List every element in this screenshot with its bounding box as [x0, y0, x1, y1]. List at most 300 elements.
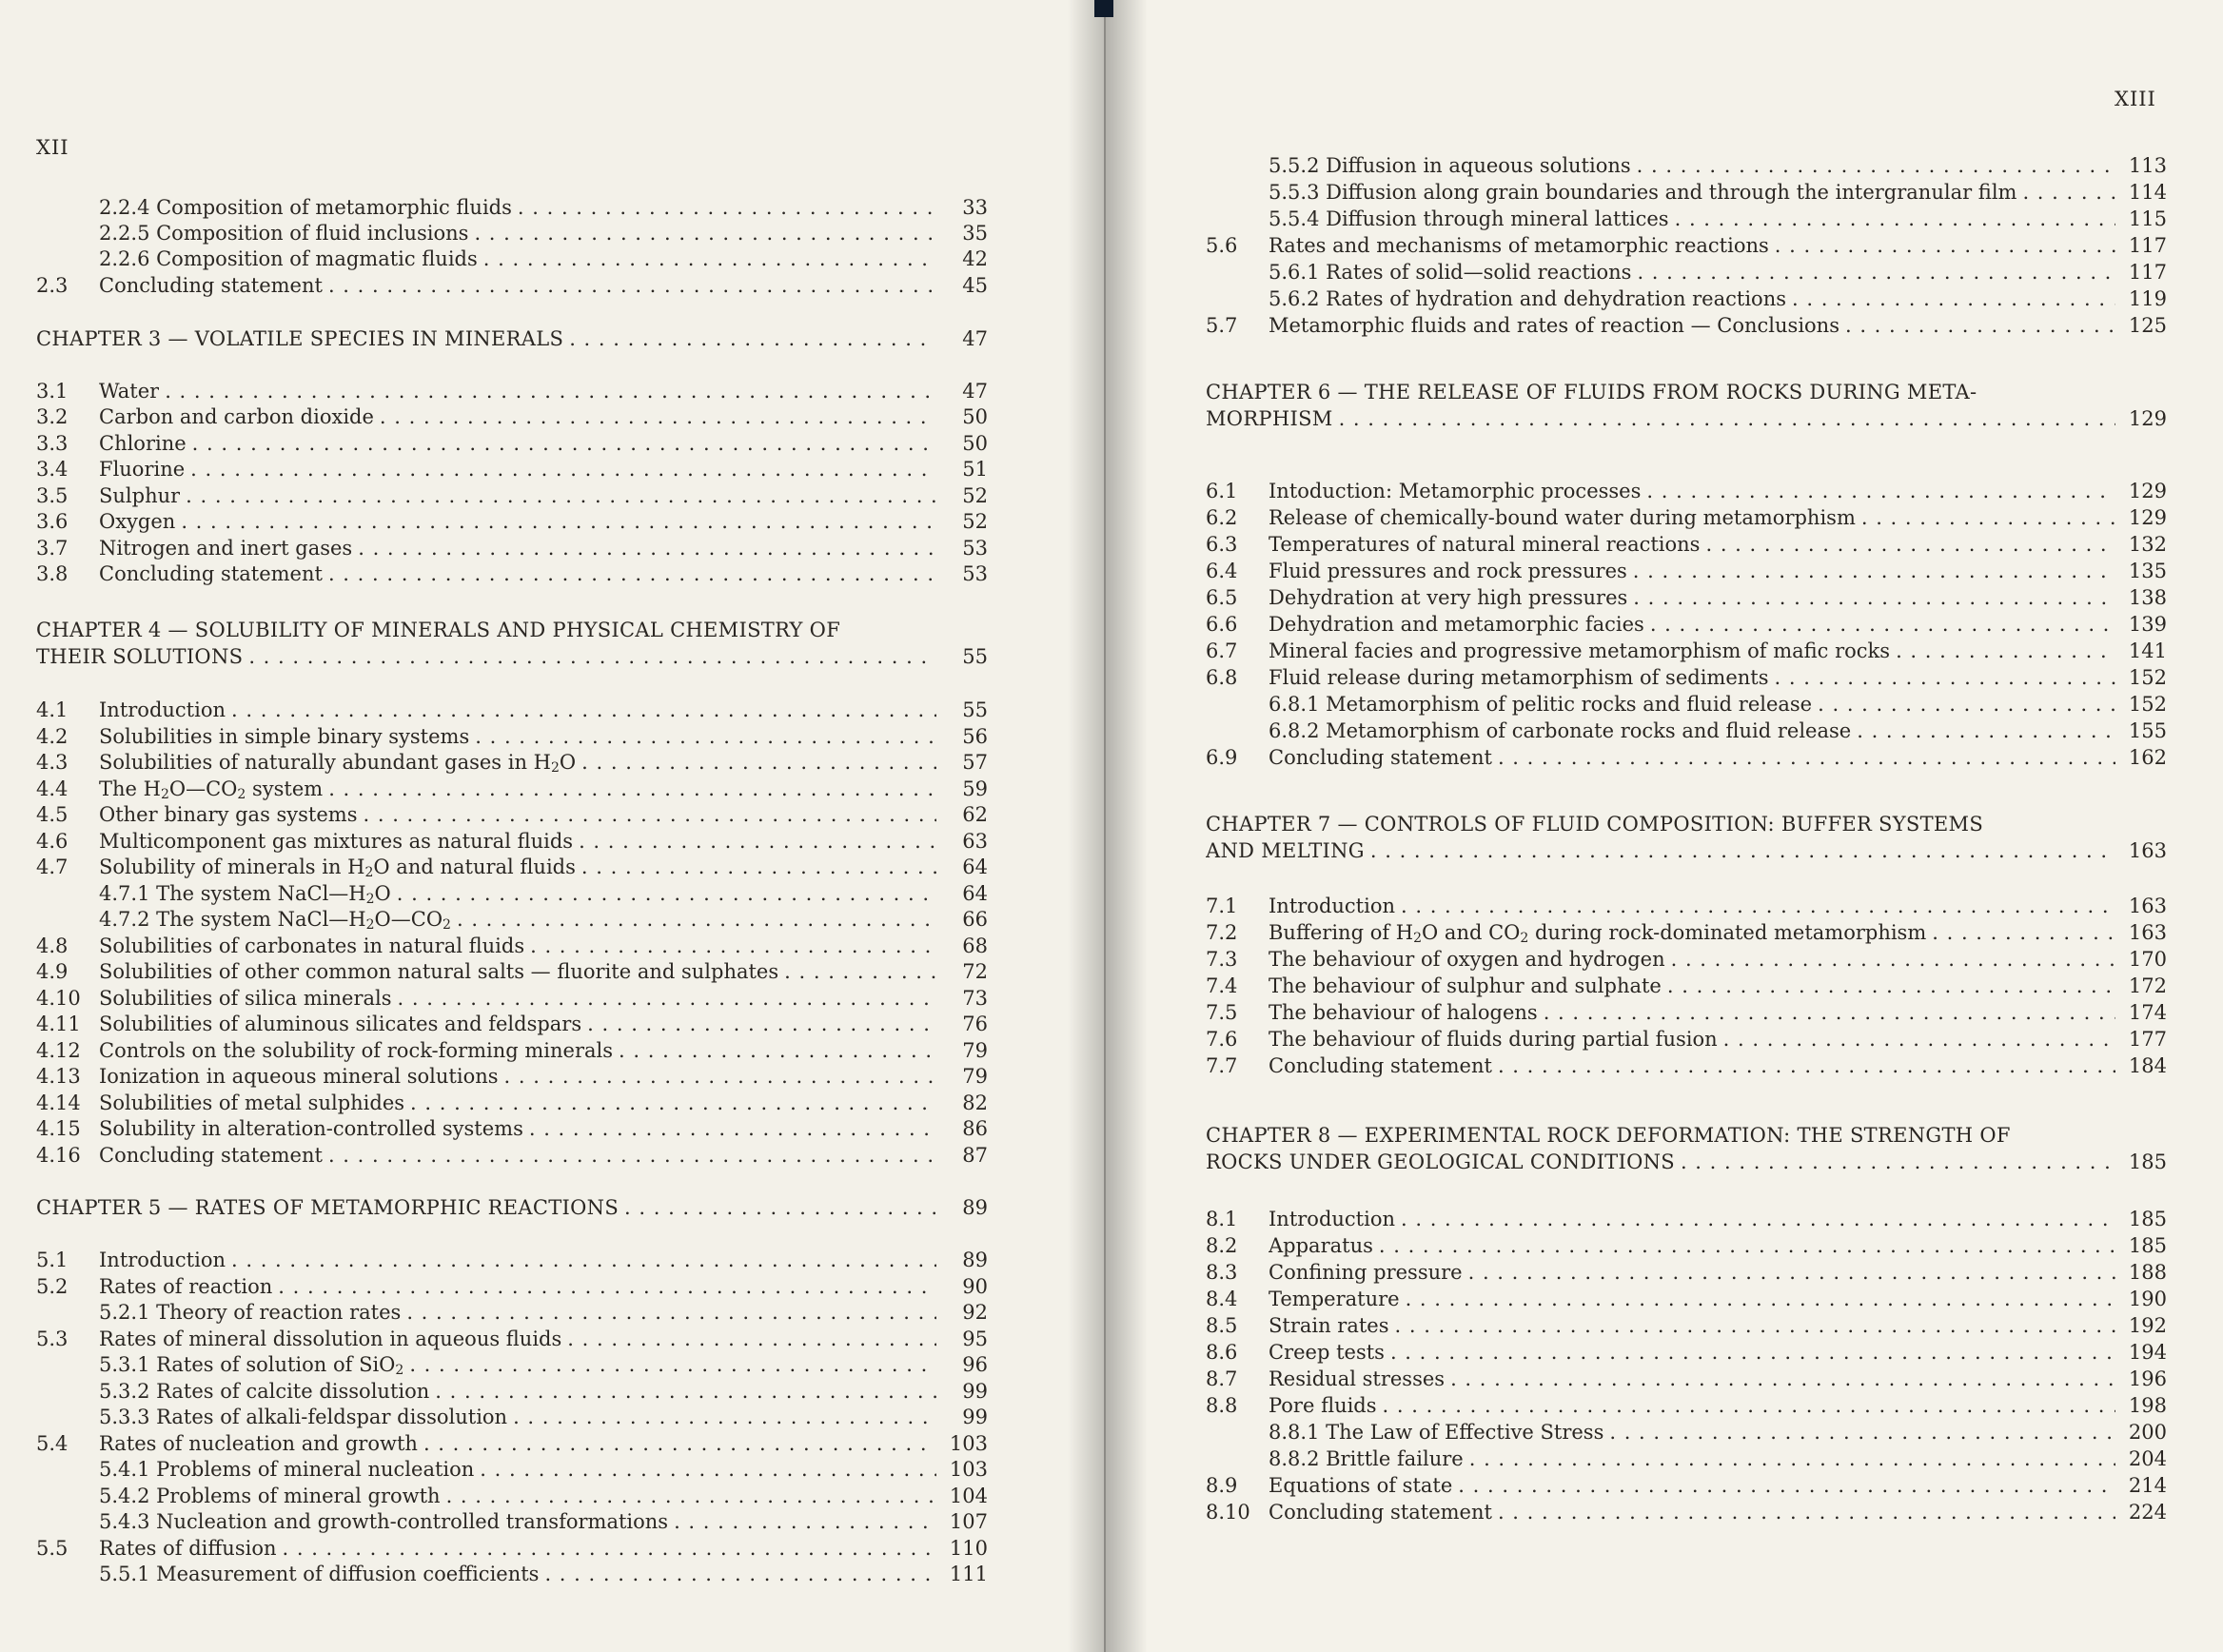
page-ref: 190: [2128, 1288, 2167, 1310]
section-entry: [1206, 1339, 2167, 1366]
dot-leader: [1469, 1446, 2115, 1472]
section-entry: [1206, 558, 2167, 584]
entry-title: Solubilities of metal sulphides: [99, 1092, 405, 1114]
page-number: XIII: [2115, 88, 2156, 110]
section-entry: [36, 697, 988, 723]
entry-title: Rates of diffusion: [99, 1537, 277, 1560]
entry-title: Concluding statement: [99, 274, 323, 297]
page-ref: 95: [962, 1328, 988, 1350]
entry-title: Residual stresses: [1269, 1367, 1446, 1390]
section-entry: [36, 1142, 988, 1169]
dot-leader: [1681, 1149, 2115, 1175]
chapter-heading-line: CHAPTER 7 — CONTROLS OF FLUID COMPOSITION: BUFFER SYSTEMS: [1206, 813, 1984, 836]
section-entry: [36, 801, 988, 828]
section-number: 3.8: [36, 562, 69, 585]
entry-title: 6.8.1 Metamorphism of pelitic rocks and fluid release: [1269, 693, 1813, 716]
section-entry: [36, 430, 988, 457]
section-number: 7.3: [1206, 948, 1238, 971]
chapter-entry: [36, 325, 988, 352]
page-ref: 50: [962, 405, 988, 428]
section-number: 7.1: [1206, 895, 1238, 917]
page-ref: 200: [2128, 1421, 2167, 1444]
page-ref: 139: [2128, 613, 2167, 636]
section-number: 8.1: [1206, 1208, 1238, 1230]
dot-leader: [231, 697, 936, 723]
page-ref: 56: [962, 725, 988, 748]
entry-title: Strain rates: [1269, 1314, 1389, 1337]
dot-leader: [1633, 558, 2115, 584]
subsection-entry: [1206, 691, 2167, 718]
entry-title: Carbon and carbon dioxide: [99, 405, 374, 428]
section-number: 4.14: [36, 1092, 81, 1114]
entry-title: Ionization in aqueous mineral solutions: [99, 1065, 499, 1088]
section-entry: [1206, 973, 2167, 999]
section-entry: [1206, 312, 2167, 339]
page-ref: 162: [2128, 746, 2167, 769]
entry-title: Confining pressure: [1269, 1261, 1463, 1284]
entry-title: Fluorine: [99, 458, 186, 481]
chapter-title: ROCKS UNDER GEOLOGICAL CONDITIONS: [1206, 1150, 1675, 1173]
page-ref: 119: [2128, 287, 2167, 310]
entry-title: Multicomponent gas mixtures as natural fluids: [99, 830, 574, 853]
dot-leader: [624, 1194, 936, 1221]
section-number: 8.7: [1206, 1367, 1238, 1390]
entry-title: Solubilities in simple binary systems: [99, 725, 470, 748]
section-entry: [1206, 1392, 2167, 1419]
section-entry: [1206, 1286, 2167, 1312]
dot-leader: [1675, 206, 2115, 232]
page-ref: 152: [2128, 666, 2167, 689]
entry-title: Concluding statement: [1269, 1501, 1492, 1524]
section-number: 4.10: [36, 987, 81, 1010]
page-ref: 64: [962, 856, 988, 878]
dot-leader: [480, 1456, 936, 1483]
page-ref: 90: [962, 1275, 988, 1298]
section-entry: [1206, 232, 2167, 259]
dot-leader: [587, 1011, 936, 1037]
page-ref: 152: [2128, 693, 2167, 716]
entry-title: 5.5.4 Diffusion through mineral lattices: [1269, 207, 1669, 230]
dot-leader: [1468, 1259, 2115, 1286]
book-spine: [1094, 0, 1113, 17]
dot-leader: [784, 958, 936, 985]
page-number: XII: [36, 136, 69, 159]
section-number: 8.5: [1206, 1314, 1238, 1337]
entry-title: Fluid pressures and rock pressures: [1269, 560, 1627, 582]
section-number: 4.3: [36, 751, 69, 774]
dot-leader: [1498, 744, 2115, 771]
page-ref: 163: [2128, 895, 2167, 917]
dot-leader: [1401, 1206, 2115, 1232]
page-ref: 42: [962, 247, 988, 270]
dot-leader: [513, 1404, 936, 1430]
page-ref: 51: [962, 458, 988, 481]
subsection-entry: [1206, 1419, 2167, 1446]
entry-title: Rates of nucleation and growth: [99, 1432, 418, 1455]
dot-leader: [544, 1561, 936, 1587]
section-number: 4.2: [36, 725, 69, 748]
dot-leader: [1383, 1392, 2115, 1419]
dot-leader: [358, 535, 936, 561]
left-page: [0, 0, 1104, 1652]
page-ref: 57: [962, 751, 988, 774]
entry-title: 4.7.1 The system $NaCl—H_2O$: [99, 882, 391, 907]
section-number: 8.4: [1206, 1288, 1238, 1310]
dot-leader: [328, 776, 936, 802]
section-entry: [1206, 504, 2167, 531]
section-entry: [1206, 531, 2167, 558]
dot-leader: [190, 456, 936, 482]
entry-title: Solubilities of naturally abundant gases in $H_2O$: [99, 751, 577, 776]
section-number: 5.7: [1206, 314, 1238, 337]
page-ref: 45: [962, 274, 988, 297]
dot-leader: [328, 1142, 936, 1169]
page-ref: 115: [2128, 207, 2167, 230]
page-ref: 35: [962, 222, 988, 245]
section-number: 5.5: [36, 1537, 69, 1560]
entry-title: Intoduction: Metamorphic processes: [1269, 480, 1642, 502]
page-ref: 64: [962, 882, 988, 905]
dot-leader: [1390, 1339, 2115, 1366]
page-ref: 163: [2128, 839, 2167, 862]
page-ref: 63: [962, 830, 988, 853]
chapter-heading-line: CHAPTER 6 — THE RELEASE OF FLUIDS FROM ROCKS DURING META-: [1206, 381, 1977, 403]
section-number: 7.6: [1206, 1028, 1238, 1051]
entry-title: 5.5.3 Diffusion along grain boundaries and through the intergranular film: [1269, 181, 2017, 204]
subsection-entry: [1206, 179, 2167, 206]
entry-title: The behaviour of halogens: [1269, 1001, 1538, 1024]
page-ref: 125: [2128, 314, 2167, 337]
section-entry: [1206, 1259, 2167, 1286]
dot-leader: [1667, 973, 2115, 999]
dot-leader: [380, 403, 936, 430]
section-entry: [1206, 946, 2167, 973]
dot-leader: [475, 723, 936, 750]
chapter-heading-line: CHAPTER 8 — EXPERIMENTAL ROCK DEFORMATION: THE STRENGTH OF: [1206, 1124, 2011, 1147]
section-number: 7.5: [1206, 1001, 1238, 1024]
dot-leader: [364, 801, 937, 828]
entry-title: Water: [99, 380, 160, 403]
entry-title: Dehydration and metamorphic facies: [1269, 613, 1644, 636]
section-number: 4.5: [36, 803, 69, 826]
entry-title: 2.2.6 Composition of magmatic fluids: [99, 247, 478, 270]
entry-title: Metamorphic fluids and rates of reaction — Conclusions: [1269, 314, 1839, 337]
entry-title: Apparatus: [1269, 1234, 1373, 1257]
chapter-entry: [36, 1194, 988, 1221]
page-ref: 129: [2128, 407, 2167, 430]
section-number: 3.1: [36, 380, 69, 403]
dot-leader: [1450, 1366, 2115, 1392]
page-ref: 196: [2128, 1367, 2167, 1390]
section-number: 8.9: [1206, 1474, 1238, 1497]
section-entry: [36, 456, 988, 482]
page-ref: 117: [2128, 261, 2167, 284]
subsection-entry: [1206, 285, 2167, 312]
dot-leader: [1932, 919, 2115, 946]
section-entry: [1206, 1052, 2167, 1079]
dot-leader: [483, 246, 936, 272]
dot-leader: [1861, 504, 2115, 531]
dot-leader: [457, 906, 936, 933]
dot-leader: [1792, 285, 2115, 312]
entry-title: Chlorine: [99, 432, 187, 455]
subsection-entry: [1206, 152, 2167, 179]
dot-leader: [398, 985, 936, 1012]
entry-title: Solubilities of carbonates in natural fluids: [99, 934, 525, 957]
entry-title: Solubility of minerals in $H_2O$ and natural fluids: [99, 856, 576, 880]
page-ref: 47: [962, 327, 988, 350]
subsection-entry: [36, 246, 988, 272]
entry-title: 5.3.1 Rates of solution of SiO$_2$: [99, 1353, 404, 1378]
entry-title: Pore fluids: [1269, 1394, 1377, 1417]
chapter-title: CHAPTER 5 — RATES OF METAMORPHIC REACTIONS: [36, 1196, 620, 1219]
entry-title: Solubilities of other common natural salts — fluorite and sulphates: [99, 960, 779, 983]
page-ref: 66: [962, 908, 988, 931]
section-entry: [1206, 1499, 2167, 1525]
dot-leader: [409, 1351, 936, 1378]
section-number: 8.10: [1206, 1501, 1250, 1524]
entry-title: Equations of state: [1269, 1474, 1453, 1497]
page-ref: 185: [2128, 1208, 2167, 1230]
subsection-entry: [36, 1561, 988, 1587]
dot-leader: [581, 749, 936, 776]
right-page: [1104, 0, 2223, 1652]
subsection-entry: [1206, 718, 2167, 744]
dot-leader: [518, 194, 936, 221]
chapter-title: MORPHISM: [1206, 407, 1333, 430]
section-entry: [36, 535, 988, 561]
dot-leader: [1339, 405, 2115, 432]
entry-title: 5.6.2 Rates of hydration and dehydration reactions: [1269, 287, 1786, 310]
section-entry: [36, 1430, 988, 1457]
entry-title: 4.7.2 The system $NaCl—H_2O—CO_2$: [99, 908, 451, 933]
subsection-entry: [36, 1483, 988, 1509]
section-number: 3.3: [36, 432, 69, 455]
section-number: 5.1: [36, 1249, 69, 1271]
entry-title: Concluding statement: [99, 562, 323, 585]
dot-leader: [1775, 664, 2115, 691]
entry-title: 8.8.1 The Law of Effective Stress: [1269, 1421, 1604, 1444]
page-ref: 76: [962, 1013, 988, 1035]
entry-title: Nitrogen and inert gases: [99, 537, 353, 560]
dot-leader: [1406, 1286, 2115, 1312]
section-entry: [36, 776, 988, 802]
page-ref: 163: [2128, 921, 2167, 944]
page-ref: 184: [2128, 1054, 2167, 1077]
dot-leader: [165, 378, 936, 404]
section-number: 4.13: [36, 1065, 81, 1088]
dot-leader: [397, 880, 936, 907]
section-entry: [36, 1247, 988, 1273]
page-ref: 72: [962, 960, 988, 983]
entry-title: 5.3.2 Rates of calcite dissolution: [99, 1380, 430, 1403]
subsection-entry: [36, 1299, 988, 1326]
section-entry: [1206, 584, 2167, 611]
page-ref: 155: [2128, 719, 2167, 742]
page-ref: 87: [962, 1144, 988, 1167]
section-entry: [36, 933, 988, 959]
section-number: 8.3: [1206, 1261, 1238, 1284]
section-entry: [36, 958, 988, 985]
entry-title: 6.8.2 Metamorphism of carbonate rocks and fluid release: [1269, 719, 1852, 742]
page-ref: 204: [2128, 1447, 2167, 1470]
chapter-entry: [36, 643, 988, 670]
dot-leader: [192, 430, 936, 457]
section-entry: [1206, 1232, 2167, 1259]
section-entry: [1206, 744, 2167, 771]
section-entry: [36, 854, 988, 880]
page-ref: 114: [2128, 181, 2167, 204]
section-number: 8.8: [1206, 1394, 1238, 1417]
dot-leader: [1379, 1232, 2115, 1259]
section-number: 6.4: [1206, 560, 1238, 582]
dot-leader: [1498, 1499, 2115, 1525]
subsection-entry: [1206, 206, 2167, 232]
entry-title: Temperatures of natural mineral reactions: [1269, 533, 1701, 556]
section-number: 3.6: [36, 510, 69, 533]
section-entry: [1206, 1312, 2167, 1339]
section-number: 6.6: [1206, 613, 1238, 636]
entry-title: Temperature: [1269, 1288, 1400, 1310]
table-of-contents: [36, 0, 988, 1652]
entry-title: Buffering of $H_2O$ and $CO_2$ during rock-dominated metamorphism: [1269, 921, 1927, 946]
entry-title: 5.6.1 Rates of solid—solid reactions: [1269, 261, 1632, 284]
dot-leader: [1458, 1472, 2115, 1499]
entry-title: 5.3.3 Rates of alkali-feldspar dissolution: [99, 1406, 508, 1428]
page-ref: 89: [962, 1249, 988, 1271]
page-ref: 174: [2128, 1001, 2167, 1024]
chapter-entry: [1206, 1149, 2167, 1175]
entry-title: Controls on the solubility of rock-forming minerals: [99, 1039, 614, 1062]
page-ref: 117: [2128, 234, 2167, 257]
entry-title: Oxygen: [99, 510, 176, 533]
dot-leader: [328, 560, 936, 587]
section-number: 4.11: [36, 1013, 81, 1035]
entry-title: 5.5.2 Diffusion in aqueous solutions: [1269, 154, 1631, 177]
entry-title: Introduction: [1269, 1208, 1395, 1230]
section-number: 6.7: [1206, 639, 1238, 662]
entry-title: Fluid release during metamorphism of sediments: [1269, 666, 1769, 689]
section-entry: [36, 560, 988, 587]
page-ref: 99: [962, 1380, 988, 1403]
entry-title: 5.4.2 Problems of mineral growth: [99, 1485, 441, 1507]
section-entry: [1206, 1366, 2167, 1392]
dot-leader: [186, 482, 936, 509]
section-number: 8.6: [1206, 1341, 1238, 1364]
section-number: 4.1: [36, 698, 69, 721]
subsection-entry: [36, 1508, 988, 1535]
dot-leader: [446, 1483, 936, 1509]
dot-leader: [248, 643, 936, 670]
entry-title: 5.2.1 Theory of reaction rates: [99, 1301, 402, 1324]
subsection-entry: [36, 1351, 988, 1378]
page-ref: 103: [949, 1432, 988, 1455]
dot-leader: [569, 325, 936, 352]
dot-leader: [1896, 638, 2115, 664]
dot-leader: [1395, 1312, 2115, 1339]
page-ref: 185: [2128, 1150, 2167, 1173]
entry-title: Solubilities of aluminous silicates and feldspars: [99, 1013, 582, 1035]
section-entry: [36, 749, 988, 776]
section-number: 8.2: [1206, 1234, 1238, 1257]
page-ref: 68: [962, 934, 988, 957]
entry-title: 5.4.3 Nucleation and growth-controlled transformations: [99, 1510, 669, 1533]
entry-title: Concluding statement: [1269, 746, 1492, 769]
page-ref: 172: [2128, 974, 2167, 997]
page-ref: 59: [962, 777, 988, 800]
dot-leader: [406, 1299, 936, 1326]
page-ref: 135: [2128, 560, 2167, 582]
section-number: 3.7: [36, 537, 69, 560]
page-ref: 170: [2128, 948, 2167, 971]
section-entry: [36, 1011, 988, 1037]
dot-leader: [1646, 478, 2115, 504]
dot-leader: [328, 272, 936, 299]
section-number: 4.4: [36, 777, 69, 800]
page-ref: 82: [962, 1092, 988, 1114]
page-ref: 185: [2128, 1234, 2167, 1257]
entry-title: The behaviour of oxygen and hydrogen: [1269, 948, 1665, 971]
page-ref: 104: [949, 1485, 988, 1507]
section-number: 4.9: [36, 960, 69, 983]
section-entry: [36, 272, 988, 299]
section-number: 2.3: [36, 274, 69, 297]
entry-title: 2.2.5 Composition of fluid inclusions: [99, 222, 469, 245]
entry-title: Mineral facies and progressive metamorphism of mafic rocks: [1269, 639, 1891, 662]
page-ref: 53: [962, 562, 988, 585]
page-ref: 177: [2128, 1028, 2167, 1051]
page-ref: 224: [2128, 1501, 2167, 1524]
page-ref: 129: [2128, 506, 2167, 529]
page-ref: 55: [962, 698, 988, 721]
subsection-entry: [36, 194, 988, 221]
page-ref: 79: [962, 1065, 988, 1088]
page-ref: 50: [962, 432, 988, 455]
section-number: 4.16: [36, 1144, 81, 1167]
entry-title: Solubilities of silica minerals: [99, 987, 392, 1010]
entry-title: Solubility in alteration-controlled systems: [99, 1117, 523, 1140]
dot-leader: [283, 1535, 937, 1562]
entry-title: Dehydration at very high pressures: [1269, 586, 1628, 609]
chapter-title: THEIR SOLUTIONS: [36, 645, 244, 668]
section-number: 6.9: [1206, 746, 1238, 769]
section-number: 5.2: [36, 1275, 69, 1298]
dot-leader: [567, 1326, 936, 1352]
entry-title: Release of chemically-bound water during metamorphism: [1269, 506, 1856, 529]
page-ref: 73: [962, 987, 988, 1010]
dot-leader: [1650, 611, 2115, 638]
page-ref: 52: [962, 484, 988, 507]
section-entry: [36, 1037, 988, 1064]
page-ref: 138: [2128, 586, 2167, 609]
section-number: 6.5: [1206, 586, 1238, 609]
entry-title: Concluding statement: [1269, 1054, 1492, 1077]
dot-leader: [410, 1090, 936, 1116]
page-ref: 79: [962, 1039, 988, 1062]
section-entry: [1206, 1472, 2167, 1499]
section-number: 5.6: [1206, 234, 1238, 257]
dot-leader: [1818, 691, 2115, 718]
page-ref: 103: [949, 1458, 988, 1481]
section-number: 4.6: [36, 830, 69, 853]
page-ref: 52: [962, 510, 988, 533]
entry-title: The behaviour of fluids during partial fusion: [1269, 1028, 1718, 1051]
section-entry: [36, 508, 988, 535]
chapter-heading-line: CHAPTER 4 — SOLUBILITY OF MINERALS AND PHYSICAL CHEMISTRY OF: [36, 619, 841, 641]
section-entry: [1206, 664, 2167, 691]
section-number: 6.3: [1206, 533, 1238, 556]
dot-leader: [1633, 584, 2115, 611]
